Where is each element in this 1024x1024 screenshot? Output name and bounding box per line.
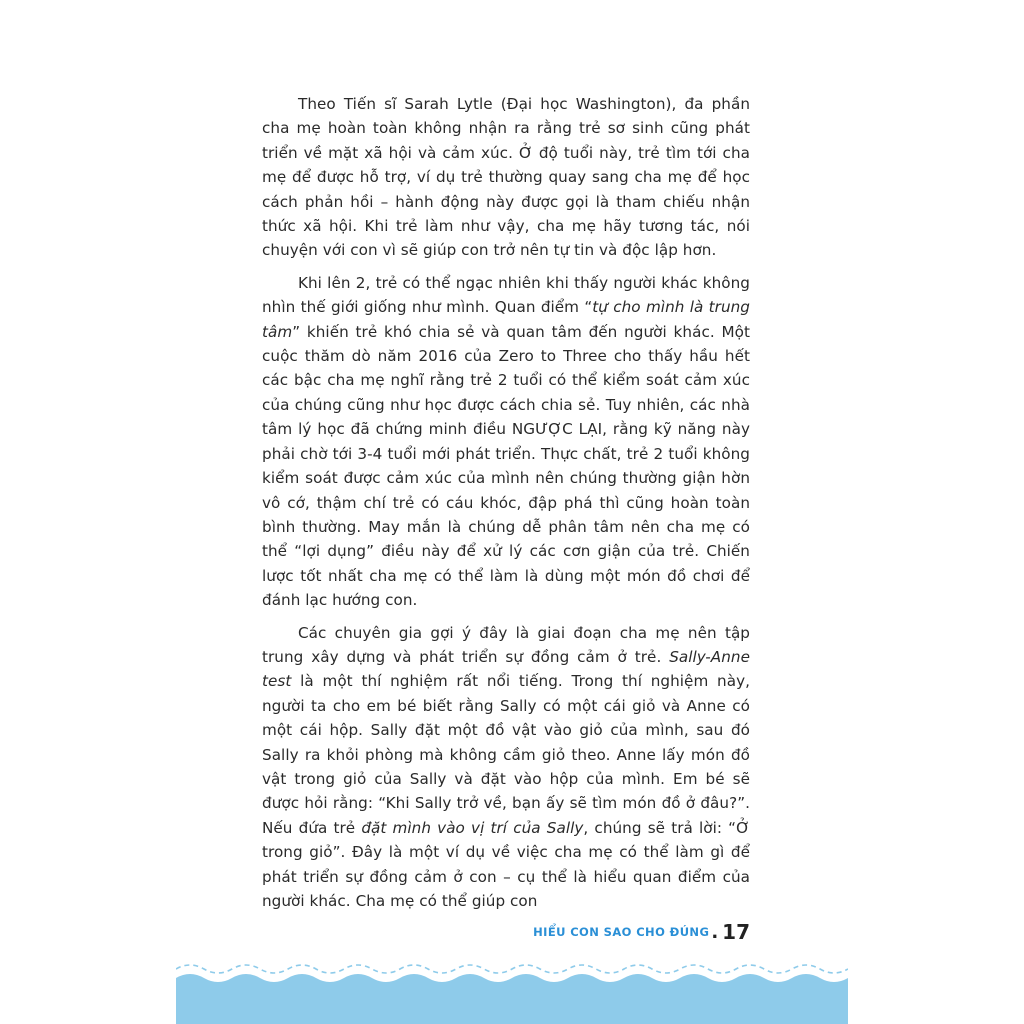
- text-run: ” khiến trẻ khó chia sẻ và quan tâm đến người khác. Một cuộc thăm dò năm 2016 của Zero to Three cho thấy hầu hết các bậc cha mẹ nghĩ rằng trẻ 2 tuổi có thể kiểm soát cảm xúc của chúng cũng như học được cách chia sẻ. Tuy nhiên, các nhà tâm lý học đã chứng minh điều NGƯỢC LẠI, rằng kỹ năng này phải chờ tới 3-4 tuổi mới phát triển. Thực chất, trẻ 2 tuổi không kiểm soát được cảm xúc của mình nên chúng thường giận hờn vô cớ, thậm chí trẻ có cáu khóc, đập phá thì cũng hoàn toàn bình thường. May mắn là chúng dễ phân tâm nên cha mẹ có thể “lợi dụng” điều này để xử lý các cơn giận của trẻ. Chiến lược tốt nhất cha mẹ có thể làm là dùng một món đồ chơi để đánh lạc hướng con.: [262, 322, 750, 610]
- text-run: , chúng sẽ trả lời: “Ở trong giỏ”. Đây là một ví dụ về việc cha mẹ có thể làm gì để phát triển sự đồng cảm ở con – cụ thể là hiểu quan điểm của người khác. Cha mẹ có thể giúp con: [262, 818, 751, 910]
- text-run: là một thí nghiệm rất nổi tiếng. Trong thí nghiệm này, người ta cho em bé biết rằng Sally có một cái giỏ và Anne có một cái hộp. Sally đặt một đồ vật vào giỏ của mình, sau đó Sally ra khỏi phòng mà không cầm giỏ theo. Anne lấy món đồ vật trong giỏ của Sally và đặt vào hộp của mình. Em bé sẽ được hỏi rằng: “Khi Sally trở về, bạn ấy sẽ tìm món đồ ở đâu?”. Nếu đứa trẻ: [262, 672, 750, 837]
- wave-decoration: [176, 960, 848, 1024]
- text-run: Các chuyên gia gợi ý đây là giai đoạn cha mẹ nên tập trung xây dựng và phát triển sự đồng cảm ở trẻ.: [262, 623, 750, 666]
- running-title: HIỂU CON SAO CHO ĐÚNG: [533, 925, 710, 939]
- paragraph-2: [262, 271, 750, 613]
- page-number: 17: [722, 920, 750, 944]
- wave-dashed-line: [176, 965, 848, 973]
- italic-run: Sally-Anne test: [262, 647, 750, 691]
- paragraph-1: [262, 92, 750, 263]
- italic-run: đặt mình vào vị trí của Sally: [361, 818, 584, 837]
- italic-run: tự cho mình là trung tâm: [262, 298, 750, 341]
- footer-separator: .: [711, 921, 719, 943]
- paragraph-3: [262, 621, 750, 914]
- text-run: Theo Tiến sĩ Sarah Lytle (Đại học Washington), đa phần cha mẹ hoàn toàn không nhận ra rằng trẻ sơ sinh cũng phát triển về mặt xã hội và cảm xúc. Ở độ tuổi này, trẻ tìm tới cha mẹ để được hỗ trợ, ví dụ trẻ thường quay sang cha mẹ để học cách phản hồi – hành động này được gọi là tham chiếu nhận thức xã hội. Khi trẻ làm như vậy, cha mẹ hãy tương tác, nói chuyện với con vì sẽ giúp con trở nên tự tin và độc lập hơn.: [262, 95, 750, 260]
- page-footer: [262, 920, 750, 948]
- wave-fill: [176, 974, 848, 1024]
- body-text: [262, 92, 750, 921]
- text-run: Khi lên 2, trẻ có thể ngạc nhiên khi thấy người khác không nhìn thế giới giống như mình. Quan điểm “: [262, 273, 750, 317]
